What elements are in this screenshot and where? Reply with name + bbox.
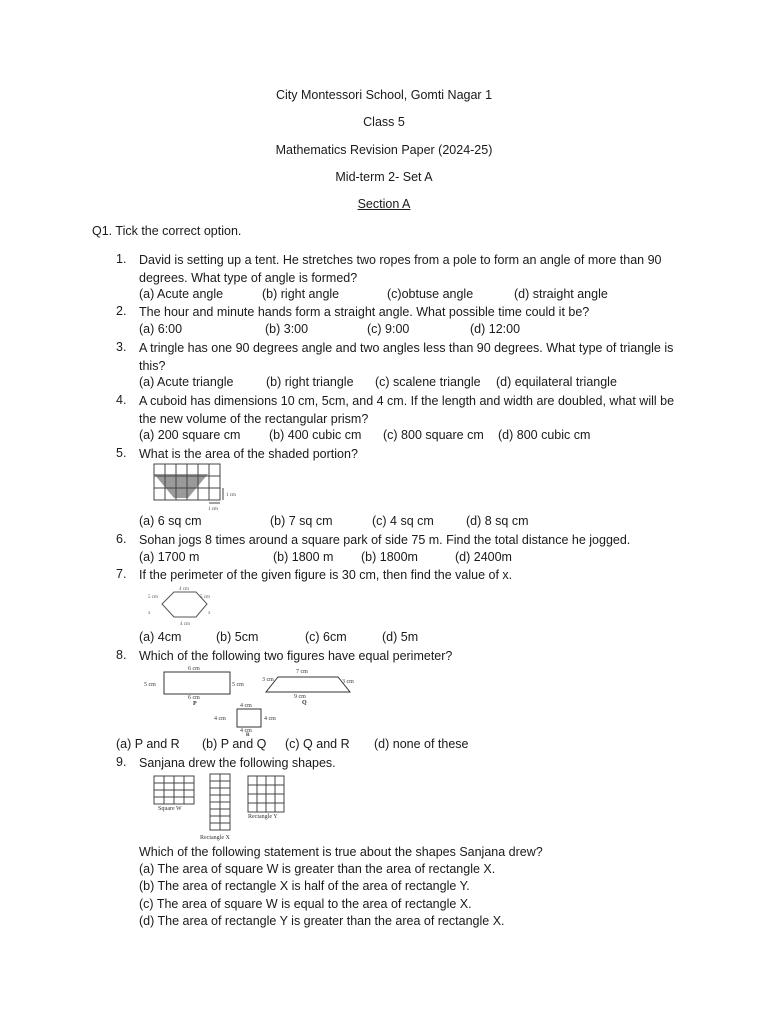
q-top-label: 7 cm xyxy=(296,669,308,675)
q-left-label: 3 cm xyxy=(262,677,274,683)
option-b[interactable]: (b) 3:00 xyxy=(265,322,309,336)
option-c[interactable]: (c) 800 square cm xyxy=(383,428,484,442)
p-bottom-label: 6 cm xyxy=(188,695,200,701)
side-label: x xyxy=(148,611,151,616)
option-a[interactable]: (a) 6:00 xyxy=(139,322,183,336)
question-text: A cuboid has dimensions 10 cm, 5cm, and 4 cm. If the length and width are doubled, what will be the new volume of the rectangular prism? xyxy=(139,394,675,426)
option-b[interactable]: (b) right triangle xyxy=(266,375,354,389)
r-bottom-label: 4 cm xyxy=(240,728,252,734)
term-label: Mid-term 2- Set A xyxy=(335,170,433,184)
r-top-label: 4 cm xyxy=(240,703,252,709)
option-b[interactable]: (b) 5cm xyxy=(216,630,259,644)
option-b[interactable]: (b) 400 cubic cm xyxy=(269,428,362,442)
shaded-grid-figure xyxy=(150,462,245,514)
perimeter-figures xyxy=(138,664,368,736)
option-d[interactable]: (d) 12:00 xyxy=(470,322,521,336)
q-bottom-label: 9 cm xyxy=(294,694,306,700)
option-a[interactable]: (a) 1700 m xyxy=(139,550,200,564)
rectangle-p xyxy=(164,672,230,694)
option-b[interactable]: (b) 1800 m xyxy=(273,550,334,564)
question-number: 8. xyxy=(116,648,127,662)
side-label: x xyxy=(208,611,211,616)
option-d[interactable]: (d) 2400m xyxy=(455,550,512,564)
rectangle-x xyxy=(210,774,230,830)
option-a[interactable]: (a) 4cm xyxy=(139,630,182,644)
side-label: 5 cm xyxy=(200,595,210,600)
side-label: 4 cm xyxy=(179,587,189,592)
question-number: 3. xyxy=(116,340,127,354)
statement-d[interactable]: (d) The area of rectangle Y is greater than the area of rectangle X. xyxy=(139,914,505,928)
option-d[interactable]: (d) straight angle xyxy=(514,287,608,301)
label-rectangle-x: Rectangle X xyxy=(200,835,230,841)
question-text: If the perimeter of the given figure is 30 cm, then find the value of x. xyxy=(139,568,513,582)
question-number: 9. xyxy=(116,755,127,769)
side-label: 4 cm xyxy=(180,622,190,627)
figure-name-p: P xyxy=(193,701,197,707)
option-c[interactable]: (c) scalene triangle xyxy=(375,375,481,389)
unit-label-bottom: 1 cm xyxy=(208,507,218,512)
option-b[interactable]: (b) P and Q xyxy=(202,737,267,751)
question-text: Sohan jogs 8 times around a square park of side 75 m. Find the total distance he jogged. xyxy=(139,533,631,547)
question-text: Sanjana drew the following shapes. xyxy=(139,756,336,770)
hexagon-figure xyxy=(142,584,224,628)
r-right-label: 4 cm xyxy=(264,716,276,722)
option-a[interactable]: (a) Acute triangle xyxy=(139,375,234,389)
question-text: A tringle has one 90 degrees angle and two angles less than 90 degrees. What type of triangle is this? xyxy=(139,341,674,373)
area-shapes-figure xyxy=(150,772,302,842)
option-b[interactable]: (b) 7 sq cm xyxy=(270,514,333,528)
statement-c[interactable]: (c) The area of square W is equal to the area of rectangle X. xyxy=(139,897,472,911)
option-d[interactable]: (d) equilateral triangle xyxy=(496,375,617,389)
p-left-label: 5 cm xyxy=(144,682,156,688)
question-text: What is the area of the shaded portion? xyxy=(139,447,358,461)
question-number: 2. xyxy=(116,304,127,318)
trapezium-q xyxy=(266,677,350,692)
school-name: City Montessori School, Gomti Nagar 1 xyxy=(275,88,493,102)
question-number: 4. xyxy=(116,393,127,407)
label-square-w: Square W xyxy=(158,806,182,812)
q-right-label: 3 cm xyxy=(342,679,354,685)
p-right-label: 5 cm xyxy=(232,682,244,688)
square-w xyxy=(154,776,194,804)
option-c[interactable]: (c) 9:00 xyxy=(367,322,410,336)
statement-a[interactable]: (a) The area of square W is greater than the area of rectangle X. xyxy=(139,862,496,876)
option-a[interactable]: (a) 6 sq cm xyxy=(139,514,202,528)
rectangle-y xyxy=(248,776,284,812)
option-d[interactable]: (d) 5m xyxy=(382,630,419,644)
side-label: 5 cm xyxy=(148,595,158,600)
option-c[interactable]: (c) 4 sq cm xyxy=(372,514,434,528)
r-left-label: 4 cm xyxy=(214,716,226,722)
question-number: 6. xyxy=(116,532,127,546)
option-b[interactable]: (b) right angle xyxy=(262,287,340,301)
option-d[interactable]: (d) 800 cubic cm xyxy=(498,428,591,442)
shaded-region xyxy=(154,474,208,498)
class-label: Class 5 xyxy=(363,115,405,129)
question-text: Which of the following two figures have equal perimeter? xyxy=(139,649,453,663)
option-a[interactable]: (a) 200 square cm xyxy=(139,428,241,442)
paper-title: Mathematics Revision Paper (2024-25) xyxy=(275,143,493,157)
option-c[interactable]: (c) 6cm xyxy=(305,630,347,644)
question-number: 1. xyxy=(116,252,127,266)
statement-b[interactable]: (b) The area of rectangle X is half of the area of rectangle Y. xyxy=(139,879,470,893)
question-text: The hour and minute hands form a straight angle. What possible time could it be? xyxy=(139,305,590,319)
question-subtext: Which of the following statement is true about the shapes Sanjana drew? xyxy=(139,845,543,859)
option-a[interactable]: (a) Acute angle xyxy=(139,287,224,301)
section-title-text: Section A xyxy=(357,197,411,211)
option-c[interactable]: (b) 1800m xyxy=(361,550,418,564)
option-a[interactable]: (a) P and R xyxy=(116,737,180,751)
p-top-label: 6 cm xyxy=(188,666,200,672)
square-r xyxy=(237,709,261,727)
section-title xyxy=(0,197,768,211)
question-text: David is setting up a tent. He stretches two ropes from a pole to form an angle of more than 90 degrees. What type of angle is formed? xyxy=(139,253,662,285)
figure-name-r: R xyxy=(246,733,250,736)
question-number: 7. xyxy=(116,567,127,581)
option-d[interactable]: (d) 8 sq cm xyxy=(466,514,529,528)
label-rectangle-y: Rectangle Y xyxy=(248,814,278,820)
question-number: 5. xyxy=(116,446,127,460)
option-c[interactable]: (c) Q and R xyxy=(285,737,350,751)
figure-name-q: Q xyxy=(302,700,307,706)
instruction: Q1. Tick the correct option. xyxy=(92,224,242,238)
unit-label-right: 1 cm xyxy=(226,493,236,498)
option-c[interactable]: (c)obtuse angle xyxy=(387,287,474,301)
option-d[interactable]: (d) none of these xyxy=(374,737,469,751)
